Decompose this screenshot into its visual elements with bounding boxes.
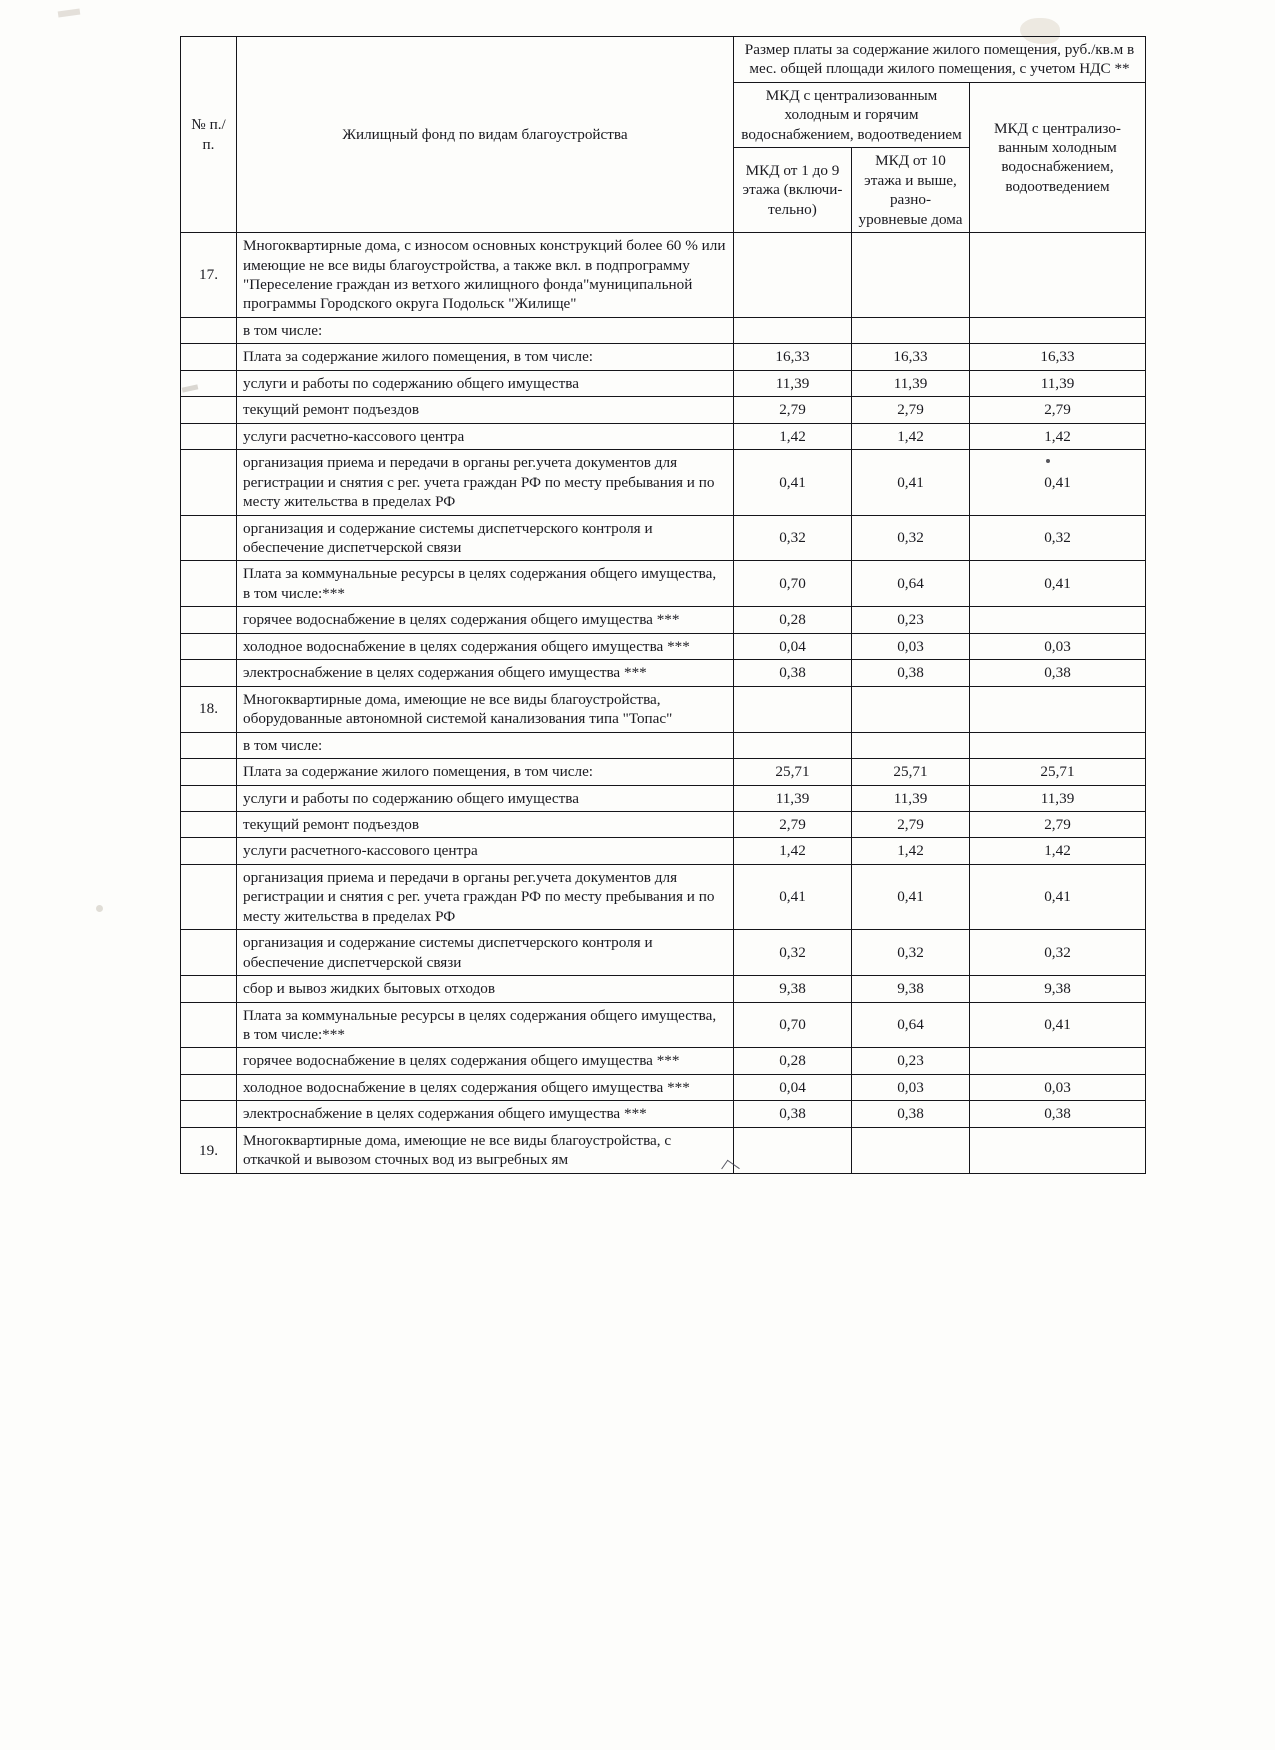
row-label: холодное водоснабжение в целях содержания общего имущества *** (237, 633, 734, 659)
row-number (181, 811, 237, 837)
table-row (181, 838, 1146, 864)
table-row (181, 1074, 1146, 1100)
row-value-v3: 0,41 (970, 450, 1146, 515)
header-row-top (181, 37, 1146, 83)
table-body (181, 233, 1146, 1174)
row-value-v2: 2,79 (852, 397, 970, 423)
header-col-1-9: МКД от 1 до 9 этажа (включи-тельно) (734, 148, 852, 233)
row-value-v1: 0,41 (734, 450, 852, 515)
row-value-v3 (970, 607, 1146, 633)
tariff-table (180, 36, 1146, 1174)
header-col-num: № п./п. (181, 37, 237, 233)
row-value-v3 (970, 317, 1146, 343)
row-number (181, 450, 237, 515)
row-label: Плата за коммунальные ресурсы в целях содержания общего имущества, в том числе:*** (237, 1002, 734, 1048)
table-row (181, 515, 1146, 561)
table-row (181, 864, 1146, 929)
scan-artifact (96, 905, 103, 912)
row-label: Многоквартирные дома, с износом основных конструкций более 60 % или имеющие не все виды благоустройства, а также вкл. в подпрограмму "Переселение граждан из ветхого жилищного фонда"муниципальной программы Городского округа Подольск "Жилище" (237, 233, 734, 318)
row-value-v1: 0,41 (734, 864, 852, 929)
row-value-v3: 0,32 (970, 515, 1146, 561)
table-row (181, 660, 1146, 686)
row-value-v2 (852, 686, 970, 732)
row-label: электроснабжение в целях содержания общего имущества *** (237, 660, 734, 686)
row-label: услуги и работы по содержанию общего имущества (237, 370, 734, 396)
row-value-v3: 0,41 (970, 864, 1146, 929)
row-label: услуги расчетно-кассового центра (237, 423, 734, 449)
row-value-v2: 2,79 (852, 811, 970, 837)
row-value-v2: 1,42 (852, 838, 970, 864)
row-number (181, 397, 237, 423)
row-number (181, 1074, 237, 1100)
row-value-v2 (852, 732, 970, 758)
row-value-v1: 0,70 (734, 561, 852, 607)
row-label: в том числе: (237, 732, 734, 758)
row-value-v1: 0,38 (734, 1101, 852, 1127)
row-value-v3: 0,38 (970, 1101, 1146, 1127)
row-value-v1: 2,79 (734, 811, 852, 837)
row-value-v3 (970, 686, 1146, 732)
row-value-v3: 0,03 (970, 633, 1146, 659)
row-number (181, 976, 237, 1002)
row-value-v2 (852, 1127, 970, 1173)
row-value-v2: 9,38 (852, 976, 970, 1002)
header-col-name: Жилищный фонд по видам благоустройства (237, 37, 734, 233)
row-number (181, 1101, 237, 1127)
table-row (181, 633, 1146, 659)
row-label: организация приема и передачи в органы рег.учета документов для регистрации и снятия с рег. учета граждан РФ по месту пребывания и по месту жительства в пределах РФ (237, 450, 734, 515)
row-value-v3: 25,71 (970, 759, 1146, 785)
row-value-v3 (970, 1048, 1146, 1074)
row-number: 17. (181, 233, 237, 318)
row-value-v3: 11,39 (970, 370, 1146, 396)
row-label: организация и содержание системы диспетчерского контроля и обеспечение диспетчерской связи (237, 930, 734, 976)
row-value-v3: 0,41 (970, 1002, 1146, 1048)
row-value-v3 (970, 732, 1146, 758)
header-payment-title: Размер платы за содержание жилого помещения, руб./кв.м в мес. общей площади жилого помещения, с учетом НДС ** (734, 37, 1146, 83)
row-value-v1: 1,42 (734, 838, 852, 864)
table-row (181, 1002, 1146, 1048)
row-number (181, 423, 237, 449)
row-value-v3 (970, 1127, 1146, 1173)
row-value-v2 (852, 233, 970, 318)
scan-artifact (58, 8, 81, 17)
row-number (181, 930, 237, 976)
row-value-v1 (734, 317, 852, 343)
table-row (181, 423, 1146, 449)
row-value-v1: 0,70 (734, 1002, 852, 1048)
row-value-v1: 0,28 (734, 1048, 852, 1074)
row-label: услуги и работы по содержанию общего имущества (237, 785, 734, 811)
row-value-v1 (734, 1127, 852, 1173)
row-label: текущий ремонт подъездов (237, 811, 734, 837)
row-value-v2: 0,03 (852, 633, 970, 659)
row-number (181, 515, 237, 561)
row-number (181, 660, 237, 686)
row-value-v3: 1,42 (970, 838, 1146, 864)
row-label: Плата за содержание жилого помещения, в том числе: (237, 759, 734, 785)
row-label: электроснабжение в целях содержания общего имущества *** (237, 1101, 734, 1127)
row-label: горячее водоснабжение в целях содержания общего имущества *** (237, 607, 734, 633)
row-value-v2: 0,23 (852, 607, 970, 633)
row-number (181, 1002, 237, 1048)
row-value-v1: 0,32 (734, 515, 852, 561)
row-label: горячее водоснабжение в целях содержания общего имущества *** (237, 1048, 734, 1074)
row-number (181, 732, 237, 758)
handwritten-dot (1046, 459, 1050, 463)
row-value-v2: 1,42 (852, 423, 970, 449)
row-value-v2: 0,38 (852, 660, 970, 686)
table-row (181, 686, 1146, 732)
row-number (181, 785, 237, 811)
row-value-v2 (852, 317, 970, 343)
row-label: Плата за коммунальные ресурсы в целях содержания общего имущества, в том числе:*** (237, 561, 734, 607)
row-label: в том числе: (237, 317, 734, 343)
table-row (181, 1048, 1146, 1074)
row-value-v3: 0,38 (970, 660, 1146, 686)
table-row (181, 1127, 1146, 1173)
row-value-v1: 0,28 (734, 607, 852, 633)
row-value-v1 (734, 732, 852, 758)
row-value-v2: 0,41 (852, 864, 970, 929)
row-value-v2: 0,64 (852, 561, 970, 607)
row-label: Многоквартирные дома, имеющие не все виды благоустройства, оборудованные автономной системой канализования типа "Топас" (237, 686, 734, 732)
row-value-v2: 11,39 (852, 370, 970, 396)
row-value-v2: 0,38 (852, 1101, 970, 1127)
row-label: организация приема и передачи в органы рег.учета документов для регистрации и снятия с рег. учета граждан РФ по месту пребывания и по месту жительства в пределах РФ (237, 864, 734, 929)
row-value-v1 (734, 686, 852, 732)
row-value-v1: 2,79 (734, 397, 852, 423)
row-number (181, 344, 237, 370)
row-label: холодное водоснабжение в целях содержания общего имущества *** (237, 1074, 734, 1100)
table-row (181, 785, 1146, 811)
row-value-v2: 0,41 (852, 450, 970, 515)
table-row (181, 450, 1146, 515)
row-value-v2: 0,23 (852, 1048, 970, 1074)
row-number (181, 864, 237, 929)
table-row (181, 811, 1146, 837)
header-group-cold-hot: МКД с централизованным холодным и горячим водоснабжением, водоотведением (734, 82, 970, 147)
row-value-v1: 0,38 (734, 660, 852, 686)
row-number (181, 1048, 237, 1074)
row-label: организация и содержание системы диспетчерского контроля и обеспечение диспетчерской связи (237, 515, 734, 561)
row-value-v1: 25,71 (734, 759, 852, 785)
row-value-v3: 9,38 (970, 976, 1146, 1002)
row-value-v1: 11,39 (734, 370, 852, 396)
row-value-v1: 1,42 (734, 423, 852, 449)
row-value-v1 (734, 233, 852, 318)
row-label: текущий ремонт подъездов (237, 397, 734, 423)
row-value-v2: 0,32 (852, 515, 970, 561)
table-row (181, 397, 1146, 423)
table-row (181, 976, 1146, 1002)
row-label: Многоквартирные дома, имеющие не все виды благоустройства, с откачкой и вывозом сточных вод из выгребных ям (237, 1127, 734, 1173)
row-number (181, 633, 237, 659)
row-value-v1: 9,38 (734, 976, 852, 1002)
row-number (181, 370, 237, 396)
row-label: услуги расчетного-кассового центра (237, 838, 734, 864)
row-value-v3: 1,42 (970, 423, 1146, 449)
row-number (181, 561, 237, 607)
row-value-v3: 16,33 (970, 344, 1146, 370)
row-value-v2: 0,32 (852, 930, 970, 976)
table-row (181, 344, 1146, 370)
row-value-v1: 16,33 (734, 344, 852, 370)
row-number: 19. (181, 1127, 237, 1173)
table-row (181, 759, 1146, 785)
table-header (181, 37, 1146, 233)
row-value-v1: 0,32 (734, 930, 852, 976)
row-value-v2: 25,71 (852, 759, 970, 785)
table-row (181, 930, 1146, 976)
table-row (181, 233, 1146, 318)
header-col-10-plus: МКД от 10 этажа и выше, разно-уровневые дома (852, 148, 970, 233)
row-number (181, 838, 237, 864)
row-value-v3: 0,41 (970, 561, 1146, 607)
row-value-v2: 16,33 (852, 344, 970, 370)
row-number: 18. (181, 686, 237, 732)
table-row (181, 607, 1146, 633)
row-value-v2: 0,03 (852, 1074, 970, 1100)
row-value-v3: 0,03 (970, 1074, 1146, 1100)
table-row (181, 317, 1146, 343)
table-row (181, 732, 1146, 758)
row-number (181, 317, 237, 343)
row-value-v3: 0,32 (970, 930, 1146, 976)
row-number (181, 607, 237, 633)
table-row (181, 1101, 1146, 1127)
row-value-v3: 2,79 (970, 397, 1146, 423)
header-col-cold-only: МКД с централизо-ванным холодным водоснабжением, водоотведением (970, 82, 1146, 232)
row-value-v3 (970, 233, 1146, 318)
row-value-v1: 0,04 (734, 633, 852, 659)
table-row (181, 370, 1146, 396)
row-number (181, 759, 237, 785)
row-value-v3: 2,79 (970, 811, 1146, 837)
row-value-v3: 11,39 (970, 785, 1146, 811)
row-value-v2: 11,39 (852, 785, 970, 811)
row-value-v2: 0,64 (852, 1002, 970, 1048)
row-value-v1: 11,39 (734, 785, 852, 811)
row-label: сбор и вывоз жидких бытовых отходов (237, 976, 734, 1002)
table-row (181, 561, 1146, 607)
row-value-v1: 0,04 (734, 1074, 852, 1100)
row-label: Плата за содержание жилого помещения, в том числе: (237, 344, 734, 370)
